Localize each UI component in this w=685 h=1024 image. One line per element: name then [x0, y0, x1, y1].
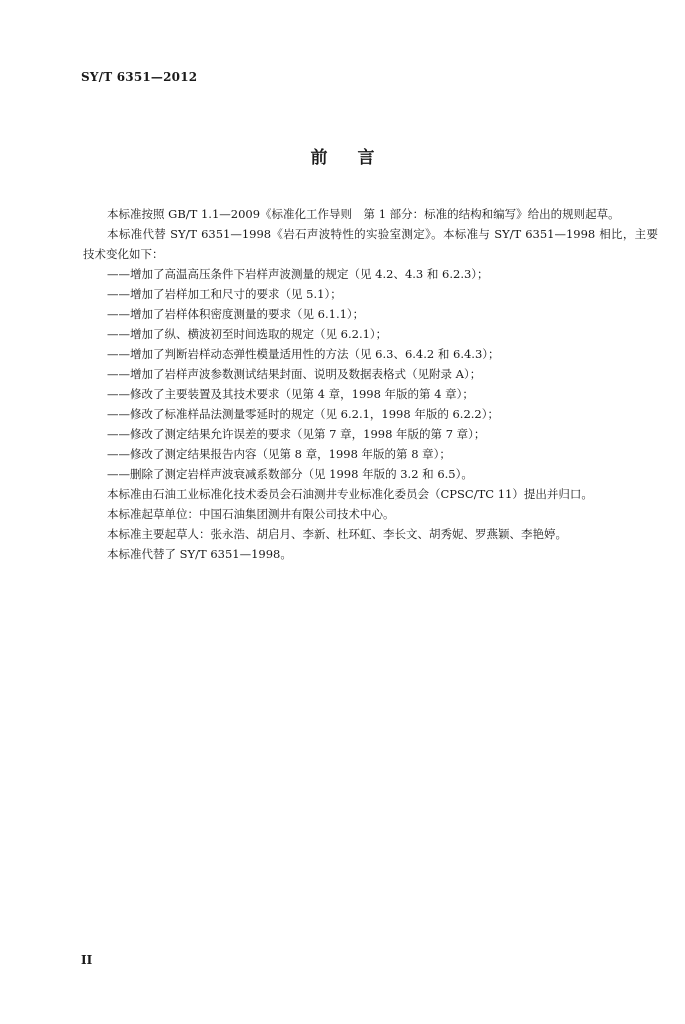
list-item: ——删除了测定岩样声波衰减系数部分（见 1998 年版的 3.2 和 6.5）。	[107, 467, 473, 481]
paragraph-replaces: 本标准代替了 SY/T 6351—1998。	[107, 547, 292, 561]
foreword-body	[83, 204, 658, 564]
list-item: ——修改了测定结果报告内容（见第 8 章，1998 年版的第 8 章）；	[107, 447, 451, 461]
list-item: ——增加了岩样声波参数测试结果封面、说明及数据表格式（见附录 A）；	[107, 367, 482, 381]
paragraph-drafting-unit: 本标准起草单位：中国石油集团测井有限公司技术中心。	[107, 507, 395, 521]
list-item: ——增加了岩样加工和尺寸的要求（见 5.1）；	[107, 287, 342, 301]
list-item: ——增加了纵、横波初至时间选取的规定（见 6.2.1）；	[107, 327, 388, 341]
paragraph-drafters: 本标准主要起草人：张永浩、胡启月、李新、杜环虹、李长文、胡秀妮、罗燕颖、李艳婷。	[107, 527, 567, 541]
list-item: ——修改了主要装置及其技术要求（见第 4 章，1998 年版的第 4 章）；	[107, 387, 474, 401]
list-item: ——修改了标准样品法测量零延时的规定（见 6.2.1，1998 年版的 6.2.2）；	[107, 407, 500, 421]
paragraph-replacement-changes: 本标准代替 SY/T 6351—1998《岩石声波特性的实验室测定》。本标准与 SY/T 6351—1998 相比，主要技术变化如下：	[83, 227, 658, 261]
paragraph-drafting-rules: 本标准按照 GB/T 1.1—2009《标准化工作导则 第 1 部分：标准的结构和编写》给出的规则起草。	[107, 207, 620, 221]
list-item: ——增加了高温高压条件下岩样声波测量的规定（见 4.2、4.3 和 6.2.3）；	[107, 267, 489, 281]
page-title: 前言	[310, 148, 405, 168]
list-item: ——修改了测定结果允许误差的要求（见第 7 章，1998 年版的第 7 章）；	[107, 427, 486, 441]
document-code-header: SY/T 6351—2012	[81, 70, 198, 84]
list-item: ——增加了岩样体积密度测量的要求（见 6.1.1）；	[107, 307, 365, 321]
paragraph-proposer: 本标准由石油工业标准化技术委员会石油测井专业标准化委员会（CPSC/TC 11）提出并归口。	[107, 487, 593, 501]
list-item: ——增加了判断岩样动态弹性模量适用性的方法（见 6.3、6.4.2 和 6.4.3）；	[107, 347, 500, 361]
page-number: II	[81, 953, 93, 967]
